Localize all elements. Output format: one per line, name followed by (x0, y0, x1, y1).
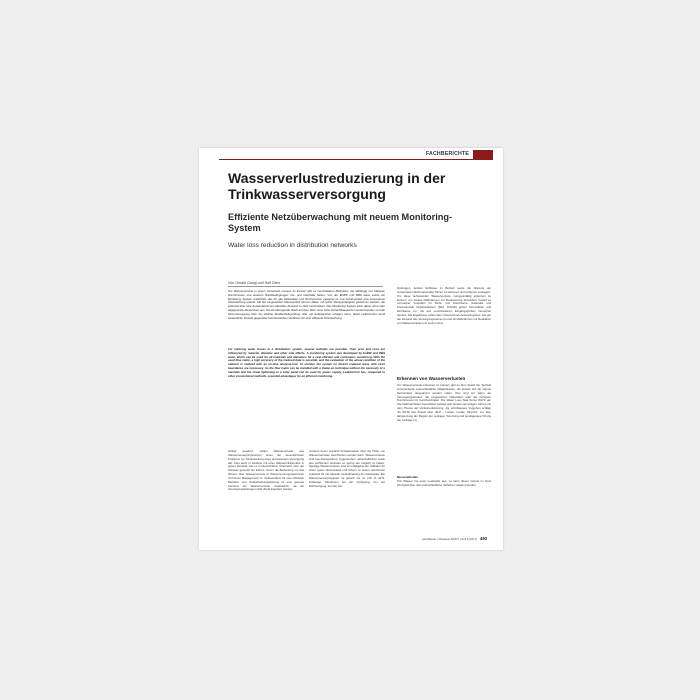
page-number: 493 (480, 536, 487, 541)
article-subtitle: Effiziente Netzüberwachung mit neuem Monitoring-System (228, 212, 453, 233)
body-column-3-intro: bindungen, äußere Einflüsse im Betrieb sowie die Alterung der verwendeten Rohrmaterialien führen zu kleineren und größeren Leckagen. Um diese auftretenden Wasserverluste mengenmäßig erkennen zu können, um daraus Maßnahmen zur Reduzierung abzuleiten, bedarf es normativer Vorgaben für Richt- und Grenzwerte. Nationale und internationale Organisationen (IWA, DVGW) geben Kennzahlen und Richtwerte vor, die aus verschiedenen Eingangsgrößen berechnet werden. Die Ergebnisse sollen dem Unternehmen Auskunft geben, wie gut der Zustand des Versorgungsnetzes ist und ob Maßnahmen zur Reduktion von Wasserverlusten zu setzen sind. (397, 286, 491, 325)
body-column-2: sondern deren Zustand beispielsweise über die Höhe von Wasserverlusten beschrieben werden kann. Wasserverluste sind aus ökologischen, hygienischen, wirtschaftlichen sowie aus rechtlichen Gründen so gering wie möglich zu halten. Niedrige Wasserverluste sind ein maßgebender Indikator für einen guten Netzzustand und führen zu einem reduzierten Aufwand für die aktuelle Instandhaltung der Netzwerke. Ein Wasserversorgungsnetz ist jedoch nie zu 100 % dicht. Zulässige Toleranzen bei der Verlegung, bei der Rohrfertigung, bei den Ver- (309, 449, 385, 488)
section-label: FACHBERICHTE (425, 151, 469, 157)
body-column-3-subsection: Tritt Wasser bei einer Leckstelle aus, so kann dieser Verlust im Netz prinzipiell über drei unterschiedliche Verfahren erkannt werden. (397, 479, 491, 487)
journal-page (199, 148, 503, 550)
subsection-heading: Messmethoden (397, 475, 419, 479)
authors: Von Gerald Gangl und Ralf Dietz (228, 281, 281, 285)
body-column-3-section: Um Wasserverluste erkennen zu können gibt es dem Stand der Technik entsprechend unterschiedliche Möglichkeiten, die jeweils auf die eigene Netzstruktur abgestimmt werden sollen. Hier sind vor allem die Versorgungsstruktur, die eingesetzten Materialien oder die verlegten Durchmesser zu berücksichtigen. Die Water Loss Task Force WLTF der International Water Association befasst sich bereits seit einigen Jahren mit dem Thema der Verlustreduzierung. Als schrittweises Vorgehen schlägt die WLTF den Ansatz über „ELP – Locate, Locate, Pinpoint“ vor, also Eingrenzung der Region der Leckage, Vorortung und punktgenaue Ortung der Leckage [1]. (397, 383, 491, 422)
abstract-divider (228, 286, 383, 287)
body-column-1: Global gesehen stellen Wasserverluste aus Wasserversorgungsnetzen eines der wesentlichsten Probleme zur Sicherstellung einer permanenten Versorgung dar. Aber auch in Ländern mit einer Wasserinfrastruktur in gutem Zustand, wie es in Deutschland, Österreich oder der Schweiz generell der Fall ist, nimmt die Bedeutung um das Wissen über Wasserverluste in Wasserversorgungsnetzen und deren Management zu. Insbesondere für eine effiziente Betriebs- und Instandhaltungsplanung ist eine genaue Kenntnis der Wasserverluste unerlässlich, da die Versorgungsleitungen nicht direkt inspiziert werden, (228, 449, 304, 492)
article-title: Wasserverlustreduzierung in der Trinkwasserversorgung (228, 170, 446, 202)
abstract-german: Um Wasserverluste in einem Verteilnetz messen zu können gibt es verschiedene Methoden, die abhängig von Material, Durchmesser und anderen Randbedingungen Vor- und Nachteile haben. Von der EnBW und RBS wave wurde ein Monitoring System entwickelt, das für alle Materialien und Durchmesser geeignet ist und kontinuierlich eine kostenarme Überwachung erlaubt. Mit der eingesetzten Messtechnik können Daten mit hoher Messgenauigkeit gewonnen werden, die jederzeit über eine Auswertetool den aktuellen Zustand im Netz beschreiben. Das Monitoring System kann daher ohne starr abgegrenzte Messzonen aus. Da die Messgeräte direkt auf dem Rohr ohne hohe Schachtbauwerke montiert werden und die Stromversorgung über die örtliche Straßenbeleuchtung oder mit Solarpanelen erfolgen kann, bietet LeakControl somit wesentliche Vorteile gegenüber herkömmlichen Verfahren für eine effiziente Überwachung. (228, 289, 385, 320)
header-rule (219, 159, 493, 160)
section-heading: Erkennen von Wasserverlusten (397, 376, 466, 381)
english-title: Water loss reduction in distribution networks (228, 242, 357, 249)
section-color-block (473, 150, 493, 160)
abstract-english: For metering water losses in a distribution system, several methods are possible. Their pros and cons are influenced by material, diameter and other side effects. A monitoring system was developed by EnBW and RBS wave, which can be used for all materials and diameters for a cost-efficient and continuous monitoring. With the used flow meter, a high accuracy of the metered data is possible, and the evaluation of the actual condition of the network is realized with an on-time analysis-tool. To monitor the system no district metered areas with strict boundaries are necessary. As the flow meter can be installed with a clamp-on technique without the necessity of a manhole and the street lightening or a solar panel can be used for power supply, LeakControl has, compared to other conventional methods, essential advantages for an efficient monitoring. (228, 347, 385, 378)
footer-journal: gwf-Wasser | Abwasser 6/2017 | Heft 8 (2017) (422, 538, 477, 541)
